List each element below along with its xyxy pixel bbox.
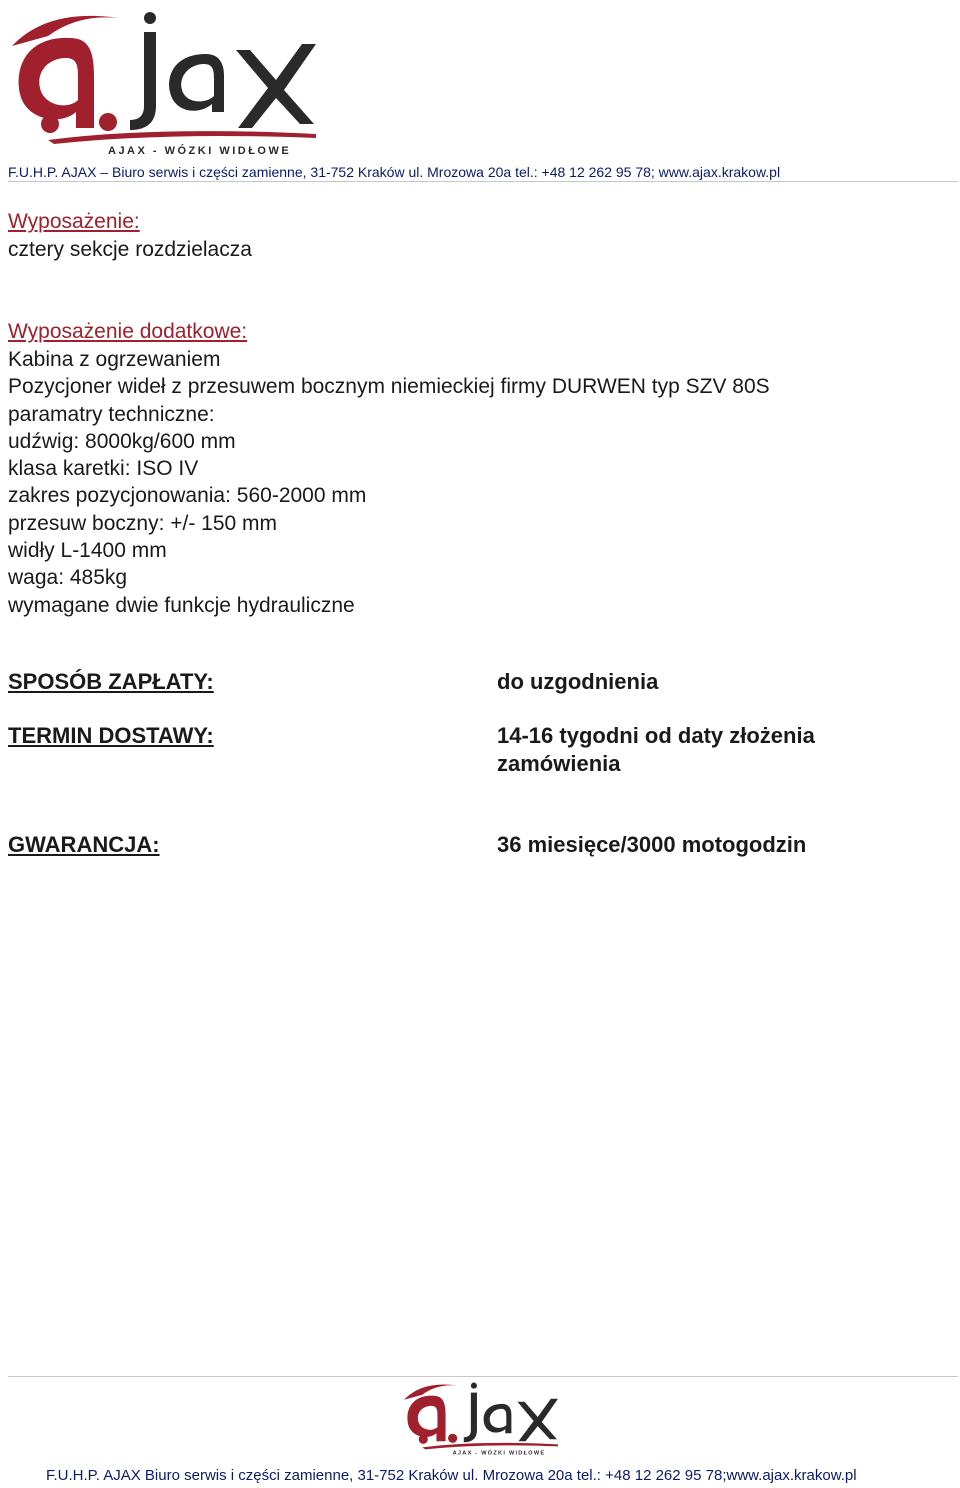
logo-tagline: AJAX - WÓZKI WIDŁOWE [108,145,292,157]
payment-label: SPOSÓB ZAPŁATY: [8,669,214,694]
ajax-logo-footer [402,1378,560,1458]
warranty-label: GWARANCJA: [8,832,160,857]
warranty-value: 36 miesięce/3000 motogodzin [497,832,807,857]
list-item: paramatry techniczne: [8,402,215,426]
company-info-header: F.U.H.P. AJAX – Biuro serwis i części zamienne, 31-752 Kraków ul. Mrozowa 20a tel.: +48 12 262 95 78; www.ajax.krakow.pl [8,164,781,180]
payment-value: do uzgodnienia [497,669,659,694]
list-item: zakres pozycjonowania: 560-2000 mm [8,484,367,508]
list-item: Kabina z ogrzewaniem [8,348,221,371]
list-item: przesuw boczny: +/- 150 mm [8,511,278,535]
ajax-logo [8,6,320,158]
extra-equipment-heading: Wyposażenie dodatkowe: [8,320,248,343]
header-divider [8,181,958,182]
list-item: widły L-1400 mm [8,539,167,563]
footer-divider [8,1376,958,1377]
delivery-label: TERMIN DOSTAWY: [8,723,214,748]
list-item: waga: 485kg [8,566,128,590]
equipment-text: cztery sekcje rozdzielacza [8,238,252,261]
equipment-heading: Wyposażenie: [8,210,140,233]
logo-tagline: AJAX - WÓZKI WIDŁOWE [452,1450,546,1457]
list-item: udźwig: 8000kg/600 mm [8,429,236,453]
company-info-footer: F.U.H.P. AJAX Biuro serwis i części zamienne, 31-752 Kraków ul. Mrozowa 20a tel.: +48 12 262 95 78;www.ajax.krakow.pl [46,1467,857,1484]
delivery-value: 14-16 tygodni od daty złożenia zamówienia [497,723,815,776]
extra-equipment-list [8,346,770,619]
list-item: klasa karetki: ISO IV [8,457,199,481]
list-item: Pozycjoner wideł z przesuwem bocznym niemieckiej firmy DURWEN typ SZV 80S [8,375,770,399]
list-item: wymagane dwie funkcje hydrauliczne [8,593,355,617]
